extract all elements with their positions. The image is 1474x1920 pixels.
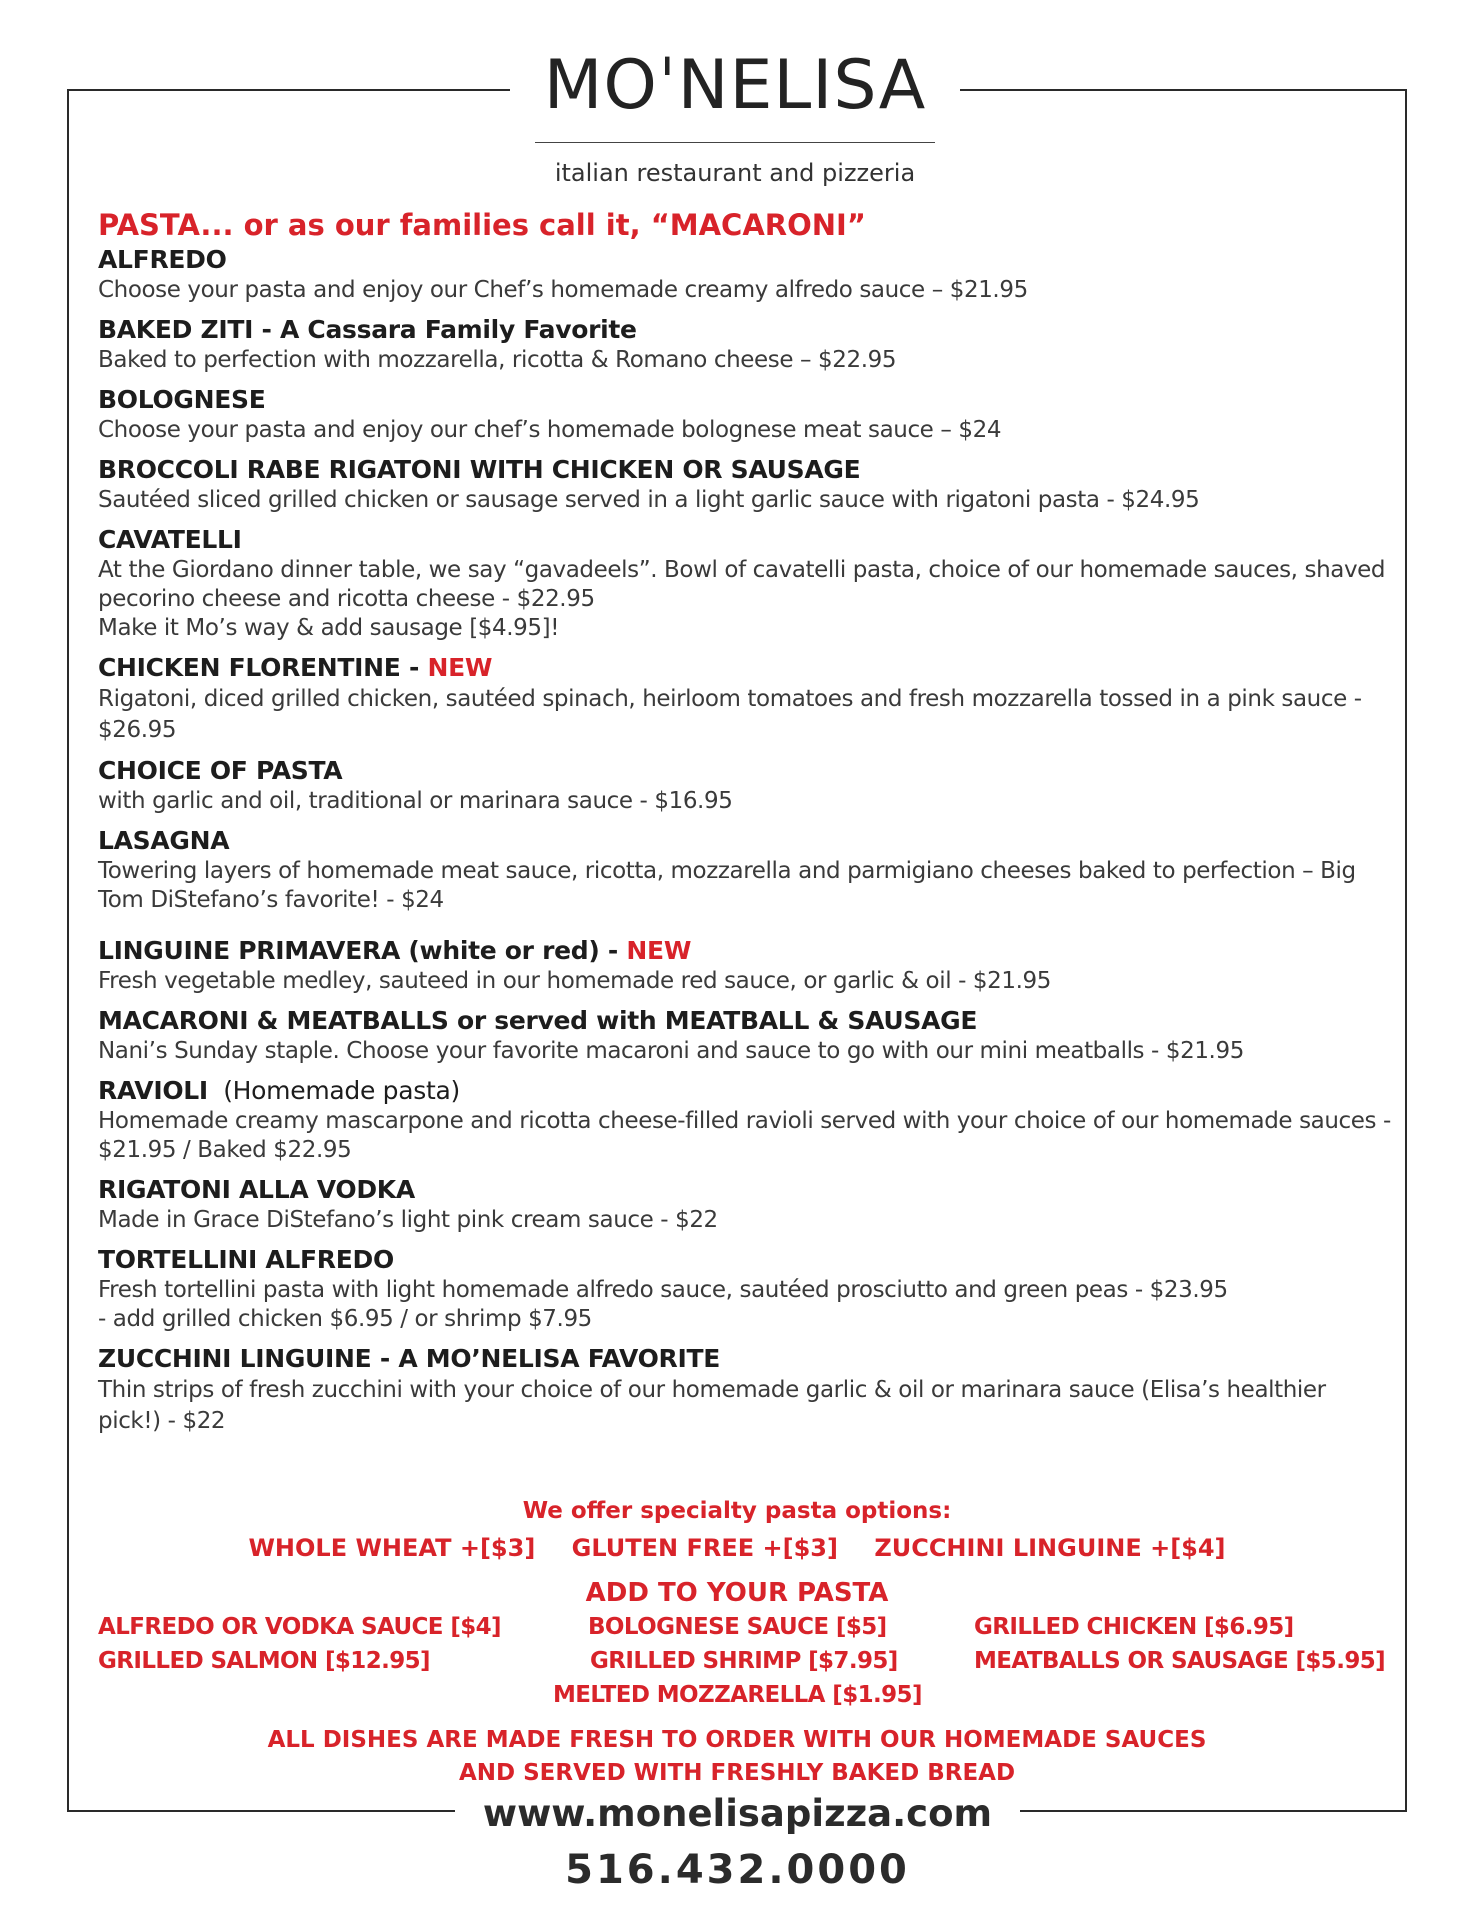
specialty-option: WHOLE WHEAT +[$3] bbox=[248, 1534, 536, 1562]
item-description: Homemade creamy mascarpone and ricotta cheese-filled ravioli served with your choice of our homemade sauces - $21.95 / Baked $22.95 bbox=[98, 1108, 1391, 1163]
freshness-note bbox=[67, 1724, 1407, 1790]
item-name-note: (Homemade pasta) bbox=[207, 1076, 460, 1105]
item-name: CHICKEN FLORENTINE - bbox=[98, 653, 428, 682]
item-description: At the Giordano dinner table, we say “gavadeels”. Bowl of cavatelli pasta, choice of our homemade sauces, shaved pecorino cheese and ricotta cheese - $22.95 bbox=[98, 557, 1386, 612]
item-name-row bbox=[98, 652, 1398, 684]
add-on-item: ALFREDO OR VODKA SAUCE [$4] bbox=[98, 1614, 501, 1640]
item-name-row bbox=[98, 1075, 1398, 1107]
menu-item bbox=[98, 1244, 1398, 1334]
item-description: Choose your pasta and enjoy our chef’s homemade bolognese meat sauce – $24 bbox=[98, 417, 1002, 443]
item-name: CHOICE OF PASTA bbox=[98, 756, 343, 785]
item-name: MACARONI & MEATBALLS or served with MEATBALL & SAUSAGE bbox=[98, 1006, 978, 1035]
menu-item bbox=[98, 825, 1398, 915]
add-on-item: GRILLED CHICKEN [$6.95] bbox=[974, 1614, 1294, 1640]
restaurant-logo: MOˈNELISA bbox=[543, 46, 927, 125]
menu-item bbox=[98, 314, 1398, 375]
item-description: Thin strips of fresh zucchini with your choice of our homemade garlic & oil or marinara sauce (Elisa’s healthier pick!) - $22 bbox=[98, 1377, 1326, 1434]
menu-item bbox=[98, 1005, 1398, 1066]
item-description: with garlic and oil, traditional or marinara sauce - $16.95 bbox=[98, 788, 733, 814]
menu-item bbox=[98, 454, 1398, 515]
freshness-note-line: AND SERVED WITH FRESHLY BAKED BREAD bbox=[458, 1760, 1016, 1786]
section-title: PASTA... or as our families call it, “MACARONI” bbox=[98, 208, 866, 242]
item-name-row bbox=[98, 935, 1398, 967]
menu-item bbox=[98, 1174, 1398, 1235]
item-name: BAKED ZITI - A Cassara Family Favorite bbox=[98, 315, 637, 344]
website-link[interactable]: www.monelisapizza.com bbox=[482, 1792, 993, 1835]
menu-item bbox=[98, 755, 1398, 816]
phone-number[interactable]: 516.432.0000 bbox=[565, 1847, 910, 1893]
item-description: Fresh vegetable medley, sauteed in our homemade red sauce, or garlic & oil - $21.95 bbox=[98, 968, 1051, 994]
new-badge: NEW bbox=[427, 653, 493, 682]
menu-item bbox=[98, 935, 1398, 996]
add-on-item: GRILLED SHRIMP [$7.95] bbox=[590, 1648, 898, 1674]
item-name: CAVATELLI bbox=[98, 525, 242, 554]
logo-divider bbox=[535, 142, 935, 143]
menu-item bbox=[98, 384, 1398, 445]
item-description: Choose your pasta and enjoy our Chef’s homemade creamy alfredo sauce – $21.95 bbox=[98, 277, 1028, 303]
pasta-section bbox=[98, 206, 1398, 1446]
item-name: RAVIOLI bbox=[98, 1076, 208, 1105]
new-badge: NEW bbox=[626, 936, 692, 965]
add-ons-title: ADD TO YOUR PASTA bbox=[585, 1578, 889, 1608]
add-on-item: MEATBALLS OR SAUSAGE [$5.95] bbox=[974, 1648, 1386, 1674]
specialty-title: We offer specialty pasta options: bbox=[522, 1498, 952, 1524]
specialty-options bbox=[67, 1534, 1407, 1562]
add-on-item: GRILLED SALMON [$12.95] bbox=[98, 1648, 430, 1674]
specialty-option: ZUCCHINI LINGUINE +[$4] bbox=[874, 1534, 1226, 1562]
item-description: Rigatoni, diced grilled chicken, sautéed spinach, heirloom tomatoes and fresh mozzarella tossed in a pink sauce - $26.95 bbox=[98, 686, 1362, 743]
item-name: RIGATONI ALLA VODKA bbox=[98, 1175, 415, 1204]
specialty-option: GLUTEN FREE +[$3] bbox=[571, 1534, 838, 1562]
item-name: BROCCOLI RABE RIGATONI WITH CHICKEN OR SAUSAGE bbox=[98, 455, 861, 484]
item-name: BOLOGNESE bbox=[98, 385, 266, 414]
item-name: ZUCCHINI LINGUINE - A MO’NELISA FAVORITE bbox=[98, 1344, 721, 1373]
item-description-extra: Make it Mo’s way & add sausage [$4.95]! bbox=[98, 615, 560, 641]
item-description: Towering layers of homemade meat sauce, ricotta, mozzarella and parmigiano cheeses baked to perfection – Big Tom DiStefano’s favorite! - $24 bbox=[98, 858, 1356, 913]
item-description: Made in Grace DiStefano’s light pink cream sauce - $22 bbox=[98, 1207, 718, 1233]
item-description: Sautéed sliced grilled chicken or sausage served in a light garlic sauce with rigatoni pasta - $24.95 bbox=[98, 487, 1200, 513]
menu-item bbox=[98, 1343, 1398, 1437]
item-name: ALFREDO bbox=[98, 245, 227, 274]
item-name: TORTELLINI ALFREDO bbox=[98, 1245, 394, 1274]
menu-item bbox=[98, 1075, 1398, 1165]
item-description: Nani’s Sunday staple. Choose your favorite macaroni and sauce to go with our mini meatballs - $21.95 bbox=[98, 1038, 1244, 1064]
item-description: Baked to perfection with mozzarella, ricotta & Romano cheese – $22.95 bbox=[98, 347, 897, 373]
add-on-item: MELTED MOZZARELLA [$1.95] bbox=[553, 1682, 922, 1708]
tagline: italian restaurant and pizzeria bbox=[554, 159, 916, 187]
add-on-item: BOLOGNESE SAUCE [$5] bbox=[588, 1614, 887, 1640]
logo-block bbox=[510, 40, 960, 200]
freshness-note-line: ALL DISHES ARE MADE FRESH TO ORDER WITH OUR HOMEMADE SAUCES bbox=[267, 1727, 1207, 1753]
item-name: LINGUINE PRIMAVERA (white or red) - bbox=[98, 936, 627, 965]
menu-item bbox=[98, 524, 1398, 643]
menu-item bbox=[98, 244, 1398, 305]
item-description: Fresh tortellini pasta with light homemade alfredo sauce, sautéed prosciutto and green peas - $23.95 bbox=[98, 1277, 1228, 1303]
item-description-extra: - add grilled chicken $6.95 / or shrimp $7.95 bbox=[98, 1306, 592, 1332]
menu-item bbox=[98, 652, 1398, 746]
contact-block bbox=[455, 1790, 1020, 1920]
item-name: LASAGNA bbox=[98, 826, 230, 855]
